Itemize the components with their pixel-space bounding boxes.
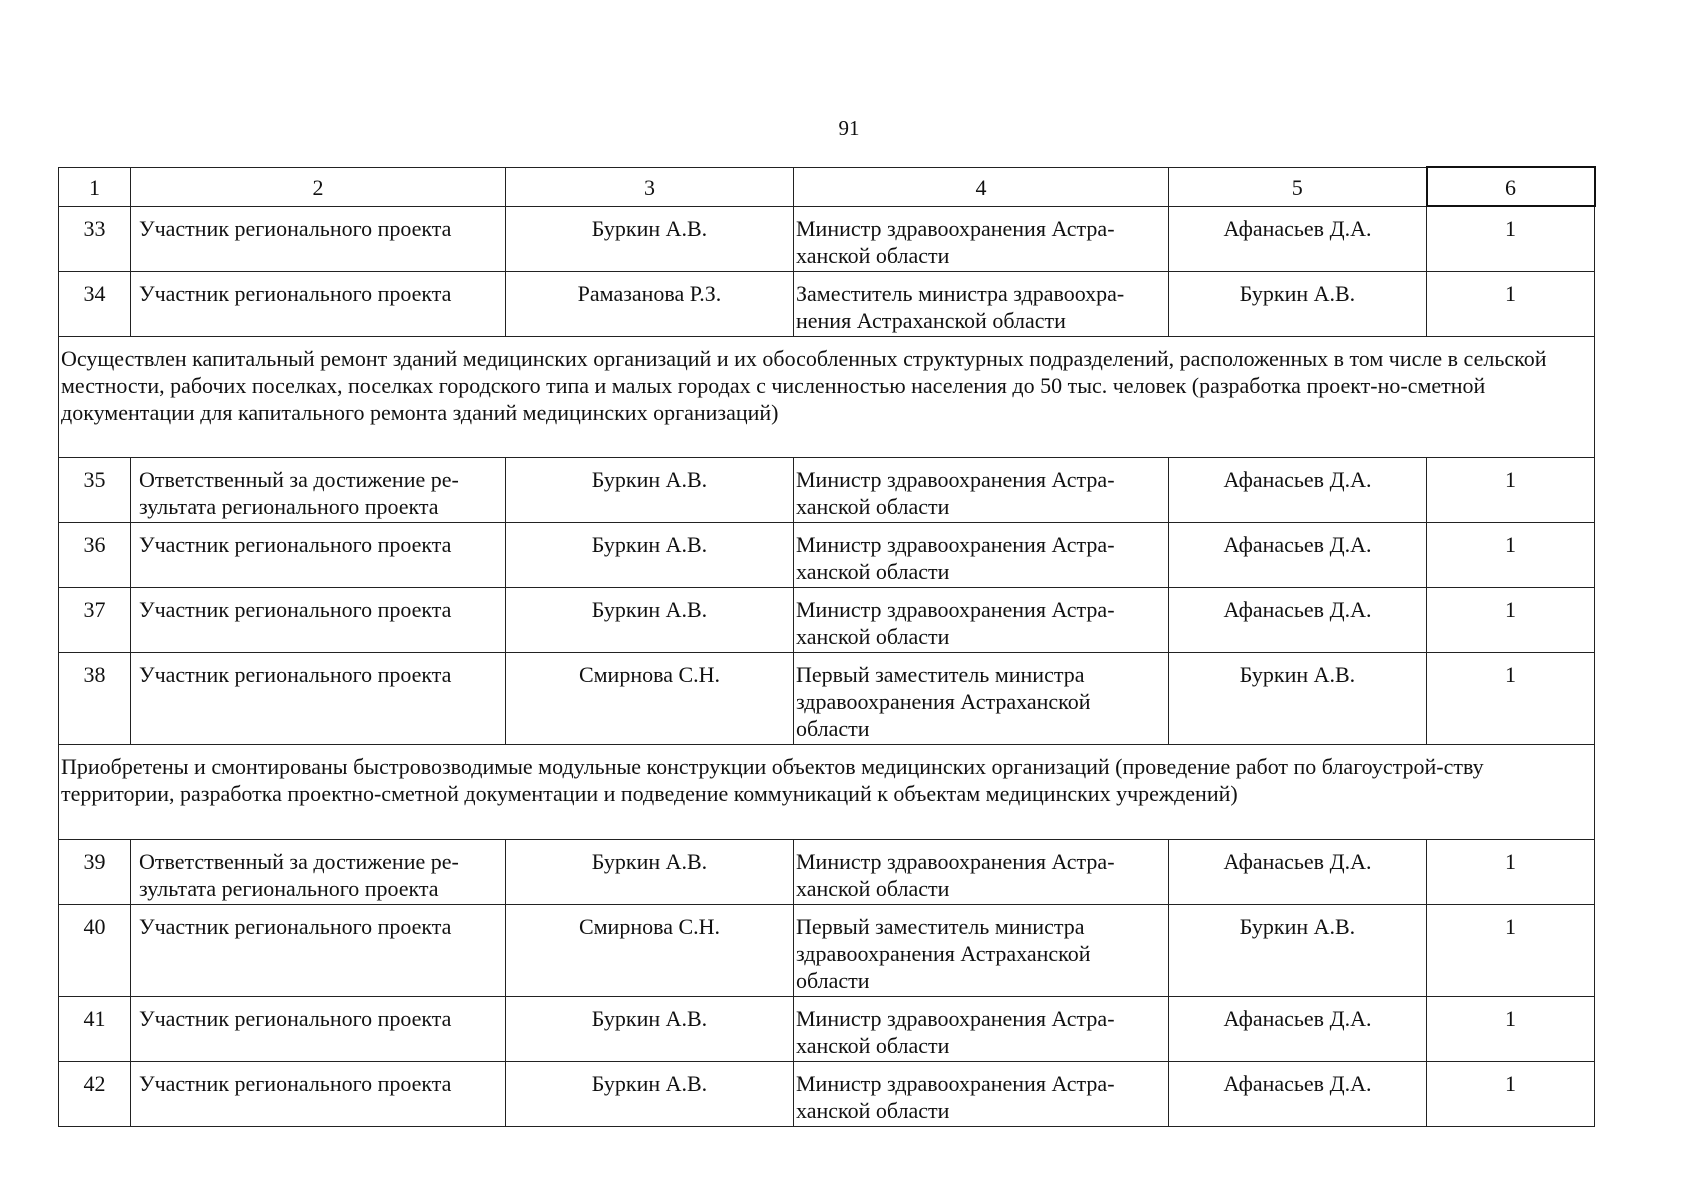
row-count: 1: [1427, 840, 1595, 905]
column-header-2: 2: [131, 167, 506, 206]
row-role: Участник регионального проекта: [131, 997, 506, 1062]
column-header-3: 3: [506, 167, 794, 206]
row-number: 39: [59, 840, 131, 905]
row-number: 40: [59, 905, 131, 997]
table-row: [59, 905, 1595, 997]
row-count: 1: [1427, 1062, 1595, 1127]
section-heading: Приобретены и смонтированы быстровозводимые модульные конструкции объектов медицинских организаций (проведение работ по благоустрой-ству территории, разработка проектно-сметной документации и подведение коммуникаций к объектам медицинских учреждений): [59, 745, 1595, 840]
row-name: Буркин А.В.: [506, 206, 794, 272]
row-count: 1: [1427, 206, 1595, 272]
page-number: 91: [838, 116, 860, 140]
row-position: Министр здравоохранения Астра-ханской области: [794, 523, 1169, 588]
row-supervisor: Афанасьев Д.А.: [1169, 840, 1427, 905]
table-row: [59, 997, 1595, 1062]
row-count: 1: [1427, 458, 1595, 523]
row-role: Участник регионального проекта: [131, 1062, 506, 1127]
row-name: Рамазанова Р.З.: [506, 272, 794, 337]
section-heading: Осуществлен капитальный ремонт зданий медицинских организаций и их обособленных структурных подразделений, расположенных в том числе в сельской местности, рабочих поселках, поселках городского типа и малых городах с численностью населения до 50 тыс. человек (разработка проект-но-сметной документации для капитального ремонта зданий медицинских организаций): [59, 337, 1595, 458]
row-number: 42: [59, 1062, 131, 1127]
row-name: Буркин А.В.: [506, 840, 794, 905]
row-name: Буркин А.В.: [506, 1062, 794, 1127]
row-position: Заместитель министра здравоохра-нения Астраханской области: [794, 272, 1169, 337]
row-count: 1: [1427, 653, 1595, 745]
row-number: 36: [59, 523, 131, 588]
row-count: 1: [1427, 905, 1595, 997]
row-name: Буркин А.В.: [506, 997, 794, 1062]
row-position: Первый заместитель министра здравоохранения Астраханской области: [794, 905, 1169, 997]
participants-table: [58, 166, 1596, 1127]
section-row: [59, 337, 1595, 458]
row-supervisor: Афанасьев Д.А.: [1169, 997, 1427, 1062]
row-role: Участник регионального проекта: [131, 206, 506, 272]
row-name: Смирнова С.Н.: [506, 905, 794, 997]
row-supervisor: Буркин А.В.: [1169, 905, 1427, 997]
column-header-1: 1: [59, 167, 131, 206]
table-row: [59, 840, 1595, 905]
row-number: 37: [59, 588, 131, 653]
column-header-6: 6: [1427, 167, 1595, 206]
row-count: 1: [1427, 997, 1595, 1062]
row-role: Участник регионального проекта: [131, 523, 506, 588]
row-role: Ответственный за достижение ре-зультата регионального проекта: [131, 458, 506, 523]
table-row: [59, 588, 1595, 653]
row-count: 1: [1427, 272, 1595, 337]
column-header-4: 4: [794, 167, 1169, 206]
row-position: Министр здравоохранения Астра-ханской области: [794, 458, 1169, 523]
table-row: [59, 458, 1595, 523]
row-position: Первый заместитель министра здравоохранения Астраханской области: [794, 653, 1169, 745]
header-row: [59, 167, 1595, 206]
row-supervisor: Афанасьев Д.А.: [1169, 458, 1427, 523]
row-supervisor: Афанасьев Д.А.: [1169, 588, 1427, 653]
table-row: [59, 523, 1595, 588]
row-name: Смирнова С.Н.: [506, 653, 794, 745]
row-role: Участник регионального проекта: [131, 272, 506, 337]
row-supervisor: Афанасьев Д.А.: [1169, 1062, 1427, 1127]
row-supervisor: Афанасьев Д.А.: [1169, 206, 1427, 272]
row-supervisor: Буркин А.В.: [1169, 272, 1427, 337]
row-number: 35: [59, 458, 131, 523]
row-role: Участник регионального проекта: [131, 588, 506, 653]
row-number: 38: [59, 653, 131, 745]
row-position: Министр здравоохранения Астра-ханской области: [794, 997, 1169, 1062]
row-position: Министр здравоохранения Астра-ханской области: [794, 1062, 1169, 1127]
row-role: Ответственный за достижение ре-зультата регионального проекта: [131, 840, 506, 905]
table-row: [59, 653, 1595, 745]
row-number: 33: [59, 206, 131, 272]
row-count: 1: [1427, 523, 1595, 588]
row-supervisor: Афанасьев Д.А.: [1169, 523, 1427, 588]
row-supervisor: Буркин А.В.: [1169, 653, 1427, 745]
row-name: Буркин А.В.: [506, 588, 794, 653]
row-role: Участник регионального проекта: [131, 905, 506, 997]
row-number: 34: [59, 272, 131, 337]
row-number: 41: [59, 997, 131, 1062]
table-row: [59, 206, 1595, 272]
column-header-5: 5: [1169, 167, 1427, 206]
row-position: Министр здравоохранения Астра-ханской области: [794, 840, 1169, 905]
row-position: Министр здравоохранения Астра-ханской области: [794, 206, 1169, 272]
row-name: Буркин А.В.: [506, 458, 794, 523]
table-row: [59, 1062, 1595, 1127]
row-count: 1: [1427, 588, 1595, 653]
row-position: Министр здравоохранения Астра-ханской области: [794, 588, 1169, 653]
row-role: Участник регионального проекта: [131, 653, 506, 745]
table-row: [59, 272, 1595, 337]
row-name: Буркин А.В.: [506, 523, 794, 588]
section-row: [59, 745, 1595, 840]
